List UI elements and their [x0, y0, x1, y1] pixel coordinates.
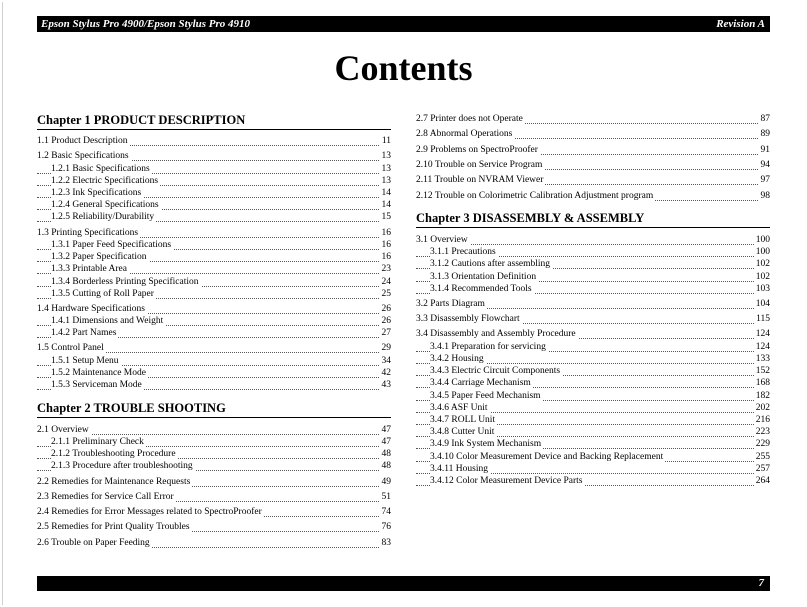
- toc-entry-title: 3.4.10 Color Measurement Device and Backing Replacement: [430, 452, 664, 462]
- toc-entry[interactable]: [37, 537, 391, 549]
- toc-page-number: 16: [381, 240, 391, 250]
- toc-page-number: 103: [755, 284, 770, 294]
- toc-page-number: 14: [381, 200, 391, 210]
- toc-subentry[interactable]: [416, 414, 770, 426]
- toc-entry-title: 1.4.2 Part Names: [51, 328, 117, 338]
- toc-subentry[interactable]: [37, 199, 391, 211]
- toc-entry-title: 1.2.5 Reliability/Durability: [51, 212, 155, 222]
- toc-subentry[interactable]: [37, 367, 391, 379]
- toc-page-number: 49: [381, 477, 391, 487]
- toc-page-number: 100: [755, 235, 770, 245]
- toc-entry-title: 1.2.4 General Specifications: [51, 200, 159, 210]
- toc-entry-title: 3.4.5 Paper Feed Mechanism: [430, 391, 541, 401]
- toc-subentry[interactable]: [416, 246, 770, 258]
- toc-subentry[interactable]: [37, 239, 391, 251]
- toc-subentry[interactable]: [37, 211, 391, 223]
- toc-entry-title: 1.5.2 Maintenance Mode: [51, 368, 146, 378]
- toc-page-number: 13: [381, 151, 391, 161]
- toc-entry-title: 1.2.1 Basic Specifications: [51, 164, 150, 174]
- toc-subentry[interactable]: [37, 448, 391, 460]
- toc-subentry[interactable]: [416, 353, 770, 365]
- toc-page-number: 25: [381, 289, 391, 299]
- toc-page-number: 16: [381, 252, 391, 262]
- toc-page-number: 24: [381, 277, 391, 287]
- header-product-name: Epson Stylus Pro 4900/Epson Stylus Pro 4910: [41, 18, 251, 30]
- chapter-heading: Chapter 3 DISASSEMBLY & ASSEMBLY: [416, 211, 645, 225]
- toc-entry-title: 3.4.3 Electric Circuit Components: [430, 366, 561, 376]
- toc-page-number: 152: [755, 366, 770, 376]
- toc-subentry[interactable]: [37, 276, 391, 288]
- toc-page-number: 264: [755, 476, 770, 486]
- toc-entry[interactable]: [416, 234, 770, 246]
- toc-entry-title: 2.5 Remedies for Print Quality Troubles: [37, 522, 190, 532]
- toc-entry-title: 2.1.2 Troubleshooting Procedure: [51, 449, 176, 459]
- toc-entry-title: 3.1.2 Cautions after assembling: [430, 259, 551, 269]
- toc-page-number: 23: [381, 264, 391, 274]
- page-border: [2, 2, 3, 605]
- toc-entry-title: 1.3.1 Paper Feed Specifications: [51, 240, 172, 250]
- toc-subentry[interactable]: [37, 436, 391, 448]
- page-title: Contents: [334, 48, 473, 88]
- toc-page-number: 16: [381, 228, 391, 238]
- toc-page-number: 100: [755, 247, 770, 257]
- toc-entry-title: 1.3.4 Borderless Printing Specification: [51, 277, 199, 287]
- toc-page-number: 51: [381, 492, 391, 502]
- toc-subentry[interactable]: [416, 390, 770, 402]
- toc-page-number: 104: [755, 299, 770, 309]
- toc-entry[interactable]: [37, 491, 391, 503]
- toc-entry[interactable]: [416, 128, 770, 140]
- toc-entry-title: 1.5.1 Setup Menu: [51, 356, 119, 366]
- toc-page-number: 115: [756, 314, 770, 324]
- toc-page-number: 133: [755, 354, 770, 364]
- toc-entry-title: 3.1.1 Precautions: [430, 247, 496, 257]
- toc-page-number: 13: [381, 164, 391, 174]
- toc-subentry[interactable]: [37, 175, 391, 187]
- toc-subentry[interactable]: [416, 271, 770, 283]
- chapter-rule: [37, 417, 391, 418]
- toc-subentry[interactable]: [416, 463, 770, 475]
- toc-page-number: 87: [760, 114, 770, 124]
- toc-subentry[interactable]: [37, 263, 391, 275]
- toc-subentry[interactable]: [416, 475, 770, 487]
- toc-page-number: 26: [381, 316, 391, 326]
- toc-subentry[interactable]: [37, 187, 391, 199]
- toc-subentry[interactable]: [37, 163, 391, 175]
- toc-page-number: 102: [755, 272, 770, 282]
- toc-subentry[interactable]: [416, 451, 770, 463]
- toc-entry-title: 1.5 Control Panel: [37, 343, 104, 353]
- toc-page-number: 124: [755, 342, 770, 352]
- toc-entry-title: 3.4.2 Housing: [430, 354, 484, 364]
- toc-entry-title: 3.4.7 ROLL Unit: [430, 415, 496, 425]
- toc-subentry[interactable]: [416, 377, 770, 389]
- toc-entry-title: 2.12 Trouble on Colorimetric Calibration Adjustment program: [416, 191, 654, 201]
- toc-page-number: 29: [381, 343, 391, 353]
- toc-entry-title: 1.3.5 Cutting of Roll Paper: [51, 289, 154, 299]
- toc-entry-title: 3.1.4 Recommended Tools: [430, 284, 532, 294]
- toc-entry-title: 2.2 Remedies for Maintenance Requests: [37, 477, 191, 487]
- toc-entry-title: 3.1.3 Orientation Definition: [430, 272, 537, 282]
- toc-subentry[interactable]: [37, 379, 391, 391]
- toc-entry[interactable]: [37, 303, 391, 315]
- toc-entry[interactable]: [416, 144, 770, 156]
- header-revision: Revision A: [716, 18, 765, 30]
- toc-entry[interactable]: [416, 174, 770, 186]
- toc-entry-title: 2.1.1 Preliminary Check: [51, 437, 144, 447]
- toc-page-number: 26: [381, 304, 391, 314]
- toc-page-number: 98: [760, 191, 770, 201]
- toc-entry-title: 3.4.6 ASF Unit: [430, 403, 488, 413]
- chapter-heading: Chapter 2 TROUBLE SHOOTING: [37, 401, 226, 415]
- toc-page-number: 47: [381, 425, 391, 435]
- toc-entry[interactable]: [416, 328, 770, 340]
- toc-subentry[interactable]: [37, 355, 391, 367]
- toc-subentry[interactable]: [37, 288, 391, 300]
- toc-entry[interactable]: [37, 424, 391, 436]
- toc-subentry[interactable]: [416, 365, 770, 377]
- toc-entry[interactable]: [37, 476, 391, 488]
- toc-entry-title: 1.3.3 Printable Area: [51, 264, 127, 274]
- toc-entry[interactable]: [37, 342, 391, 354]
- toc-entry-title: 1.1 Product Description: [37, 136, 128, 146]
- toc-page-number: 76: [381, 522, 391, 532]
- toc-entry-title: 3.2 Parts Diagram: [416, 299, 485, 309]
- toc-page-number: 47: [381, 437, 391, 447]
- toc-subentry[interactable]: [416, 402, 770, 414]
- toc-page-number: 13: [381, 176, 391, 186]
- toc-page-number: 89: [760, 129, 770, 139]
- toc-page-number: 216: [755, 415, 770, 425]
- toc-subentry[interactable]: [416, 283, 770, 295]
- toc-entry-title: 1.5.3 Serviceman Mode: [51, 380, 142, 390]
- toc-entry-title: 1.2.2 Electric Specifications: [51, 176, 159, 186]
- toc-entry[interactable]: [416, 159, 770, 171]
- toc-entry-title: 3.1 Overview: [416, 235, 468, 245]
- toc-entry-title: 1.2.3 Ink Specifications: [51, 188, 142, 198]
- toc-subentry[interactable]: [37, 460, 391, 472]
- toc-subentry[interactable]: [37, 251, 391, 263]
- toc-entry[interactable]: [416, 313, 770, 325]
- toc-entry-title: 3.4.11 Housing: [430, 464, 488, 474]
- toc-entry-title: 1.4 Hardware Specifications: [37, 304, 145, 314]
- toc-entry-title: 3.4 Disassembly and Assembly Procedure: [416, 329, 576, 339]
- toc-subentry[interactable]: [416, 341, 770, 353]
- toc-page-number: 182: [755, 391, 770, 401]
- toc-page-number: 48: [381, 461, 391, 471]
- toc-entry[interactable]: [37, 227, 391, 239]
- toc-page-number: 255: [755, 452, 770, 462]
- toc-page-number: 124: [755, 329, 770, 339]
- toc-page-number: 257: [755, 464, 770, 474]
- toc-entry[interactable]: [37, 521, 391, 533]
- toc-entry[interactable]: [37, 150, 391, 162]
- toc-entry[interactable]: [37, 135, 391, 147]
- toc-page-number: 223: [755, 427, 770, 437]
- toc-entry-title: 3.3 Disassembly Flowchart: [416, 314, 520, 324]
- toc-page-number: 102: [755, 259, 770, 269]
- toc-entry-title: 1.4.1 Dimensions and Weight: [51, 316, 164, 326]
- toc-page-number: 202: [755, 403, 770, 413]
- toc-page-number: 229: [755, 439, 770, 449]
- toc-subentry[interactable]: [37, 315, 391, 327]
- toc-entry-title: 2.10 Trouble on Service Program: [416, 160, 543, 170]
- toc-entry[interactable]: [416, 298, 770, 310]
- toc-entry[interactable]: [416, 113, 770, 125]
- footer-page-number: 7: [758, 577, 764, 589]
- toc-page-number: 43: [381, 380, 391, 390]
- toc-entry[interactable]: [37, 506, 391, 518]
- toc-entry-title: 1.3 Printing Specifications: [37, 228, 139, 238]
- toc-entry-title: 2.11 Trouble on NVRAM Viewer: [416, 175, 544, 185]
- toc-subentry[interactable]: [416, 438, 770, 450]
- toc-page-number: 27: [381, 328, 391, 338]
- toc-entry-title: 1.2 Basic Specifications: [37, 151, 129, 161]
- toc-page-number: 168: [755, 378, 770, 388]
- toc-page-number: 91: [760, 145, 770, 155]
- toc-subentry[interactable]: [416, 258, 770, 270]
- toc-entry-title: 2.1.3 Procedure after troubleshooting: [51, 461, 193, 471]
- chapter-rule: [37, 129, 391, 130]
- toc-subentry[interactable]: [37, 327, 391, 339]
- toc-entry-title: 2.6 Trouble on Paper Feeding: [37, 538, 150, 548]
- toc-entry-title: 3.4.9 Ink System Mechanism: [430, 439, 542, 449]
- toc-entry-title: 1.3.2 Paper Specification: [51, 252, 147, 262]
- toc-entry-title: 3.4.4 Carriage Mechanism: [430, 378, 531, 388]
- chapter-rule: [416, 227, 770, 228]
- toc-page-number: 48: [381, 449, 391, 459]
- toc-page-number: 15: [381, 212, 391, 222]
- toc-entry-title: 3.4.8 Cutter Unit: [430, 427, 495, 437]
- toc-page-number: 97: [760, 175, 770, 185]
- toc-entry-title: 2.1 Overview: [37, 425, 89, 435]
- toc-page-number: 83: [381, 538, 391, 548]
- toc-entry-title: 2.3 Remedies for Service Call Error: [37, 492, 174, 502]
- header-bar: [37, 16, 770, 32]
- toc-page-number: 34: [381, 356, 391, 366]
- toc-page-number: 11: [381, 136, 391, 146]
- toc-page-number: 42: [381, 368, 391, 378]
- toc-entry-title: 2.9 Problems on SpectroProofer: [416, 145, 538, 155]
- toc-page-number: 14: [381, 188, 391, 198]
- toc-entry-title: 3.4.12 Color Measurement Device Parts: [430, 476, 583, 486]
- toc-subentry[interactable]: [416, 426, 770, 438]
- toc-page-number: 74: [381, 507, 391, 517]
- toc-page-number: 94: [760, 160, 770, 170]
- toc-entry-title: 3.4.1 Preparation for servicing: [430, 342, 546, 352]
- toc-entry[interactable]: [416, 190, 770, 202]
- toc-entry-title: 2.4 Remedies for Error Messages related to SpectroProofer: [37, 507, 262, 517]
- toc-entry-title: 2.8 Abnormal Operations: [416, 129, 513, 139]
- chapter-heading: Chapter 1 PRODUCT DESCRIPTION: [37, 113, 246, 127]
- toc-entry-title: 2.7 Printer does not Operate: [416, 114, 523, 124]
- footer-bar: [37, 576, 770, 591]
